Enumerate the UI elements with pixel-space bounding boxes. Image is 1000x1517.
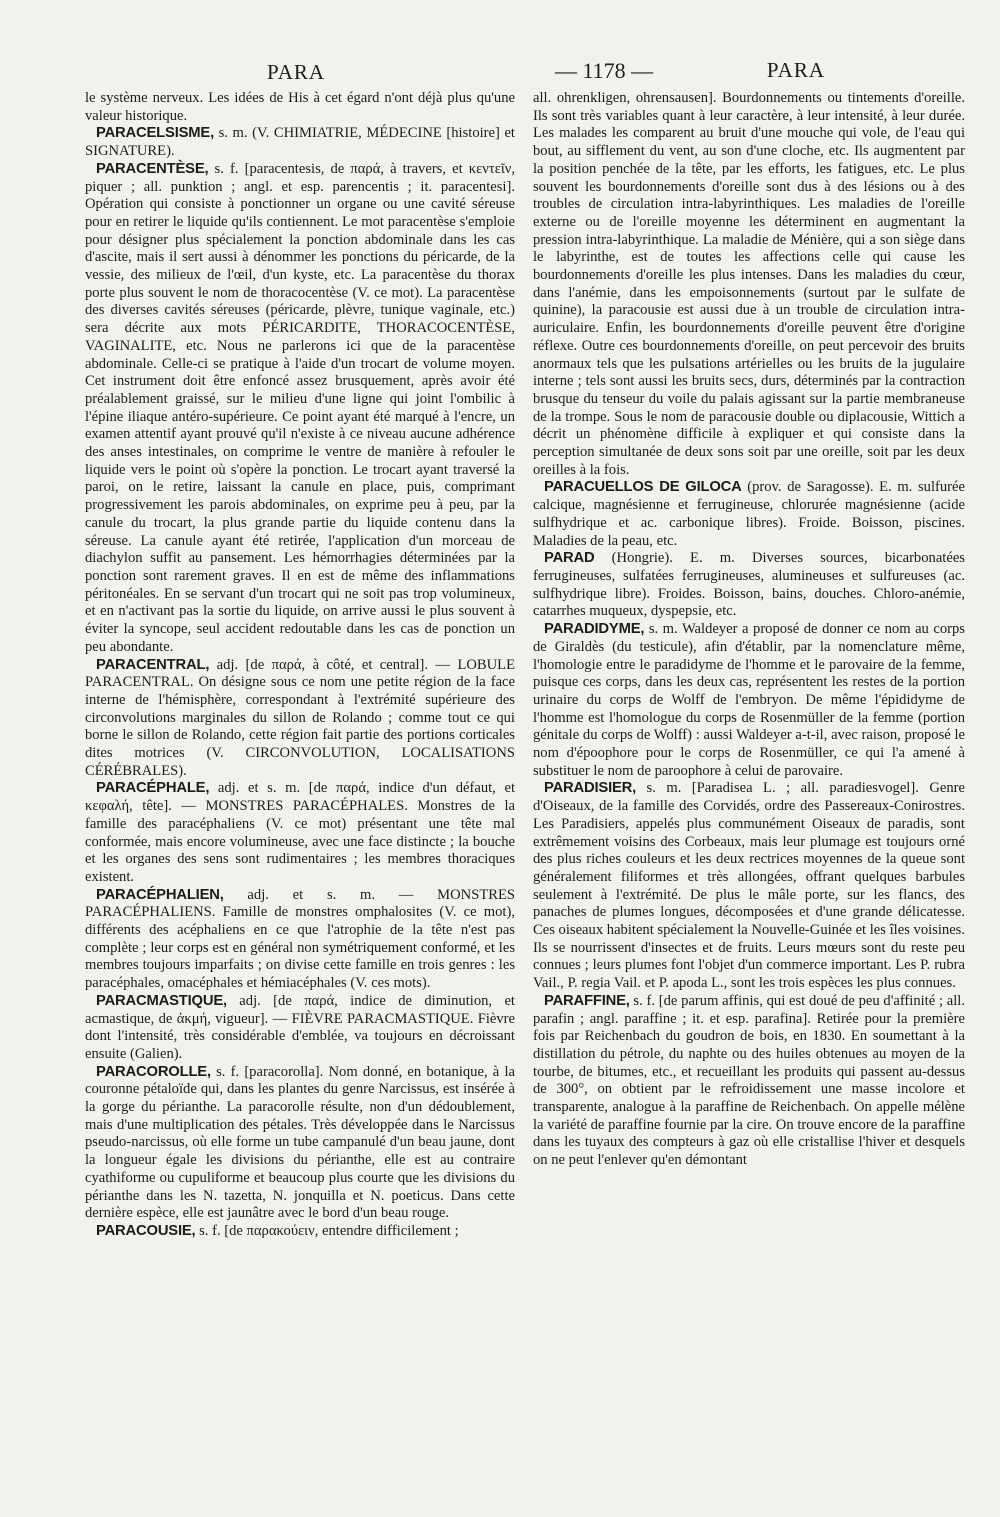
dictionary-entry (85, 887, 515, 993)
dictionary-entry (85, 1223, 515, 1241)
dictionary-entry (85, 780, 515, 886)
entry-headword: PARACOROLLE, (96, 1063, 211, 1080)
entry-definition: s. f. [paracorolla]. Nom donné, en botanique, à la couronne pétaloïde qui, dans les plantes du genre Narcissus, est insérée à la gorge du périanthe. La paracorolle résulte, non d'un dédoublement, mais d'une multiplication des pétales. Très développée dans le Narcissus pseudo-narcissus, où elle forme un tube campanulé d'un beau jaune, dont la longueur égale les divisions du périanthe, elle est au contraire cyathiforme ou cupuliforme et beaucoup plus courte que les divisions du périanthe dans les N. tazetta, N. jonquilla et N. poeticus. Dans cette dernière espèce, elle est jaunâtre avec le bord d'un beau rouge. (85, 1063, 515, 1222)
entry-definition: adj. [de παρά, indice de diminution, et acmastique, de ἀκμή, vigueur]. — FIÈVRE PARACMASTIQUE. Fièvre dont l'intensité, très considérable d'emblée, va toujours en décroissant ensuite (Galien). (85, 992, 515, 1062)
running-head-right: PARA (766, 58, 825, 82)
dictionary-entry (533, 780, 965, 992)
entry-headword: PARACENTRAL, (96, 656, 210, 673)
entry-definition: s. m. [Paradisea L. ; all. paradiesvogel]. Genre d'Oiseaux, de la famille des Corvidés, ordre des Passereaux-Conirostres. Les Paradisiers, appelés plus communément Oiseaux de paradis, sont extrêmement voisins des Corbeaux, mais leur plumage est toujours orné des plus riches couleurs et les deux rectrices moyennes de la queue sont généralement filiformes et très allongées, offrant quelques barbules seulement à l'extrémité. De plus le mâle porte, sur les flancs, des panaches de plumes longues, décomposées et d'une grande délicatesse. Ces oiseaux habitent spécialement la Nouvelle-Guinée et les îles voisines. Ils se nourrissent d'insectes et de fruits. Leurs mœurs sont du reste peu connues ; leurs plumes font l'objet d'un commerce important. Les P. rubra Vail., P. regia Vail. et P. apoda L., sont les trois espèces les plus connues. (533, 780, 966, 992)
entry-headword: PARACÉPHALE, (96, 780, 210, 797)
right-column (533, 90, 965, 1170)
entry-headword: PARACÉPHALIEN, (96, 886, 224, 903)
entry-headword: PARAD (544, 550, 595, 567)
entry-headword: PARADISIER, (544, 780, 637, 797)
entry-headword: PARACENTÈSE, (96, 160, 209, 177)
dictionary-entry (85, 161, 515, 657)
entry-definition: s. f. [de παρακούειν, entendre difficilement ; (195, 1223, 459, 1239)
entry-definition: adj. et s. m. [de παρά, indice d'un défaut, et κεφαλή, tête]. — MONSTRES PARACÉPHALES. Monstres de la famille des paracéphaliens (V. ce mot) présentant une tête mal conformée, mais encore volumineuse, avec une face distincte ; la bouche et les organes des sens sont rudimentaires ; les membres thoraciques existent. (85, 780, 515, 885)
entry-headword: PARACMASTIQUE, (96, 992, 227, 1009)
dictionary-entry (533, 993, 965, 1170)
entry-definition: s. m. Waldeyer a proposé de donner ce nom au corps de Giraldès (du testicule), afin d'établir, par la nomenclature même, l'homologie entre le paradidyme de l'homme et le parovaire de la femme, puisque ces corps, dans les deux cas, représentent les restes de la portion urinaire du corps de Wolff de l'embryon. De même l'épididyme de l'homme est l'homologue du corps de Rosenmüller de la femme (portion génitale du corps de Wolff) : aussi Waldeyer a-t-il, avec raison, proposé le nom d'époophore pour le corps de Rosenmüller, ce qui l'a amené à substituer le nom de paroophore à celui de parovaire. (533, 621, 965, 779)
entry-headword: PARACOUSIE, (96, 1223, 196, 1239)
entry-definition: s. m. (V. CHIMIATRIE, MÉDECINE [histoire] et SIGNATURE). (85, 125, 515, 160)
entry-headword: PARACUELLOS DE GILOCA (544, 479, 742, 496)
entry-headword: PARAFFINE, (544, 992, 630, 1009)
continued-text: all. ohrenkligen, ohrensausen]. Bourdonnements ou tintements d'oreille. Ils sont très variables quant à leur caractère, à leur intensité, à leur durée. Les malades les comparent au bruit d'une mouche qui vole, de l'eau qui bout, au sifflement du vent, au son d'une cloche, etc. Ils augmentent par la position penchée de la tête, par les efforts, les fatigues, etc. Le plus souvent les bourdonnements d'oreille sont dus à des lésions ou à des troubles de circulation intra-labyrinthiques. Les maladies de l'oreille externe ou de l'oreille moyenne les déterminent en augmentant la pression intra-labyrinthique. La maladie de Ménière, qui a son siège dans le labyrinthe, est de toutes les affections celle qui cause les bourdonnements d'oreille les plus intenses. Dans les maladies du cœur, dans l'anémie, dans les empoisonnements (surtout par le sulfate de quinine), la paracousie est aussi due à un trouble de circulation intra-auriculaire. Enfin, les bourdonnements d'oreille peuvent être d'origine réflexe. Outre ces bourdonnements d'oreille, on peut percevoir des bruits anormaux tels que les pulsations artérielles ou les bruits de la jugulaire interne ; tels sont aussi les bruits secs, durs, déterminés par la contraction brusque du tenseur du voile du palais agissant sur la partie membraneuse de la trompe. Sous le nom de paracousie double ou diplacousie, Wittich a décrit un phénomène difficile à expliquer et qui consiste dans la perception simultanée de deux sons soit par une oreille, soit par les deux oreilles à la fois. (533, 90, 965, 478)
dictionary-entry (533, 621, 965, 780)
dictionary-entry (85, 993, 515, 1064)
continued-text: le système nerveux. Les idées de His à cet égard n'ont déjà plus qu'une valeur historique. (85, 90, 515, 124)
entry-definition: (prov. de Saragosse). E. m. sulfurée calcique, magnésienne et ferrugineuse, chlorurée magnésienne (acide sulfhydrique et ac. carbonique libres). Froide. Boisson, piscines. Maladies de la peau, etc. (533, 479, 965, 549)
entry-headword: PARACELSISME, (96, 125, 214, 142)
dictionary-entry (533, 550, 965, 621)
entry-definition: s. f. [de parum affinis, qui est doué de peu d'affinité ; all. parafin ; angl. paraffine ; it. et esp. parafina]. Retirée pour la première fois par Reichenbach du goudron de bois, en 1830. En soumettant à la distillation du pétrole, du naphte ou des huiles obtenues au moyen de la tourbe, de bitumes, etc., et recueillant les produits qui passent au-dessus de 300°, on obtient par le refroidissement une masse incolore et transparente, analogue à la paraffine de Reichenbach. On appelle mélène la variété de paraffine fournie par la cire. On trouve encore de la paraffine dans les tuyaux des compteurs à gaz où elle cristallise l'hiver et desquels on ne peut l'enlever qu'en démontant (533, 992, 965, 1169)
entry-definition: (Hongrie). E. m. Diverses sources, bicarbonatées ferrugineuses, sulfatées ferrugineuses, alumineuses et sulfureuses (ac. sulfhydrique libre). Froides. Boisson, bains, douches. Chloro-anémie, catarrhes muqueux, dyspepsie, etc. (533, 550, 965, 620)
dictionary-entry (533, 479, 965, 550)
entry-definition: s. f. [paracentesis, de παρά, à travers, et κεντεῖν, piquer ; all. punktion ; angl. et esp. parencentis ; it. paracentesi]. Opération qui consiste à ponctionner un organe ou une cavité séreuse pour en retirer le liquide qu'ils contiennent. Le mot paracentèse s'emploie pour désigner plus spécialement la ponction abdominale dans les cas d'ascite, mais il sert aussi à dénommer les ponctions du péricarde, de la vessie, des milieux de l'œil, d'un kyste, etc. La paracentèse du thorax porte plus souvent le nom de thoracocentèse (V. ce mot). La paracentèse des diverses cavités séreuses (péricarde, plèvre, tunique vaginale, etc.) sera décrite aux mots PÉRICARDITE, THORACOCENTÈSE, VAGINALITE, etc. Nous ne parlerons ici que de la paracentèse abdominale. Celle-ci se pratique à l'aide d'un trocart de volume moyen. Cet instrument doit être enfoncé assez brusquement, après avoir été préalablement graissé, sur le milieu d'une ligne qui joint l'ombilic à l'épine iliaque antéro-supérieure. Ce point ayant été marqué à l'encre, un examen attentif ayant prouvé qu'il n'existe à ce niveau aucune adhérence des anses intestinales, on comprime le ventre de manière à refouler le liquide vers le point où s'opère la ponction. Le trocart ayant traversé la paroi, on le retire, laissant la canule en place, puis, comprimant progressivement les parois abdominales, on exprime peu à peu, par la canule du trocart, la plus grande partie du liquide contenu dans la séreuse. La canule ayant été retirée, l'application d'un morceau de diachylon suffit au pansement. Les hémorrhagies déterminées par la ponction sont rarement graves. Il en est de même des inflammations péritonéales. En se servant d'un trocart qui ne soit pas trop volumineux, et en n'activant pas la sortie du liquide, on arrive aussi le plus souvent à éviter la syncope, seul accident redoutable dans les cas de ponction un peu abondante. (85, 160, 515, 655)
left-column (85, 90, 515, 1241)
dictionary-entry (85, 657, 515, 781)
entry-definition: adj. et s. m. — MONSTRES PARACÉPHALIENS. Famille de monstres omphalosites (V. ce mot), différents des acéphaliens en ce que l'atrophie de la tête n'est pas complète ; leur corps est en général non symétriquement conformé, et les membres toujours imparfaits ; on divise cette famille en trois genres : les paracéphales, omacéphales et hémiacéphales (V. ces mots). (85, 886, 515, 992)
dictionary-entry (85, 1064, 515, 1223)
dictionary-entry (85, 125, 515, 160)
running-head-left: PARA (267, 60, 326, 84)
page-number: — 1178 — (555, 58, 654, 83)
page-header (85, 52, 965, 88)
entry-headword: PARADIDYME, (544, 621, 645, 638)
entry-definition: adj. [de παρά, à côté, et central]. — LOBULE PARACENTRAL. On désigne sous ce nom une petite région de la face interne de l'hémisphère, correspondant à l'extrémité supérieure des circonvolutions marginales du sillon de Rolando ; comme tout ce qui borne le sillon de Rolando, cette région fait partie des portions corticales dites motrices (V. CIRCONVOLUTION, LOCALISATIONS CÉRÉBRALES). (85, 656, 515, 779)
